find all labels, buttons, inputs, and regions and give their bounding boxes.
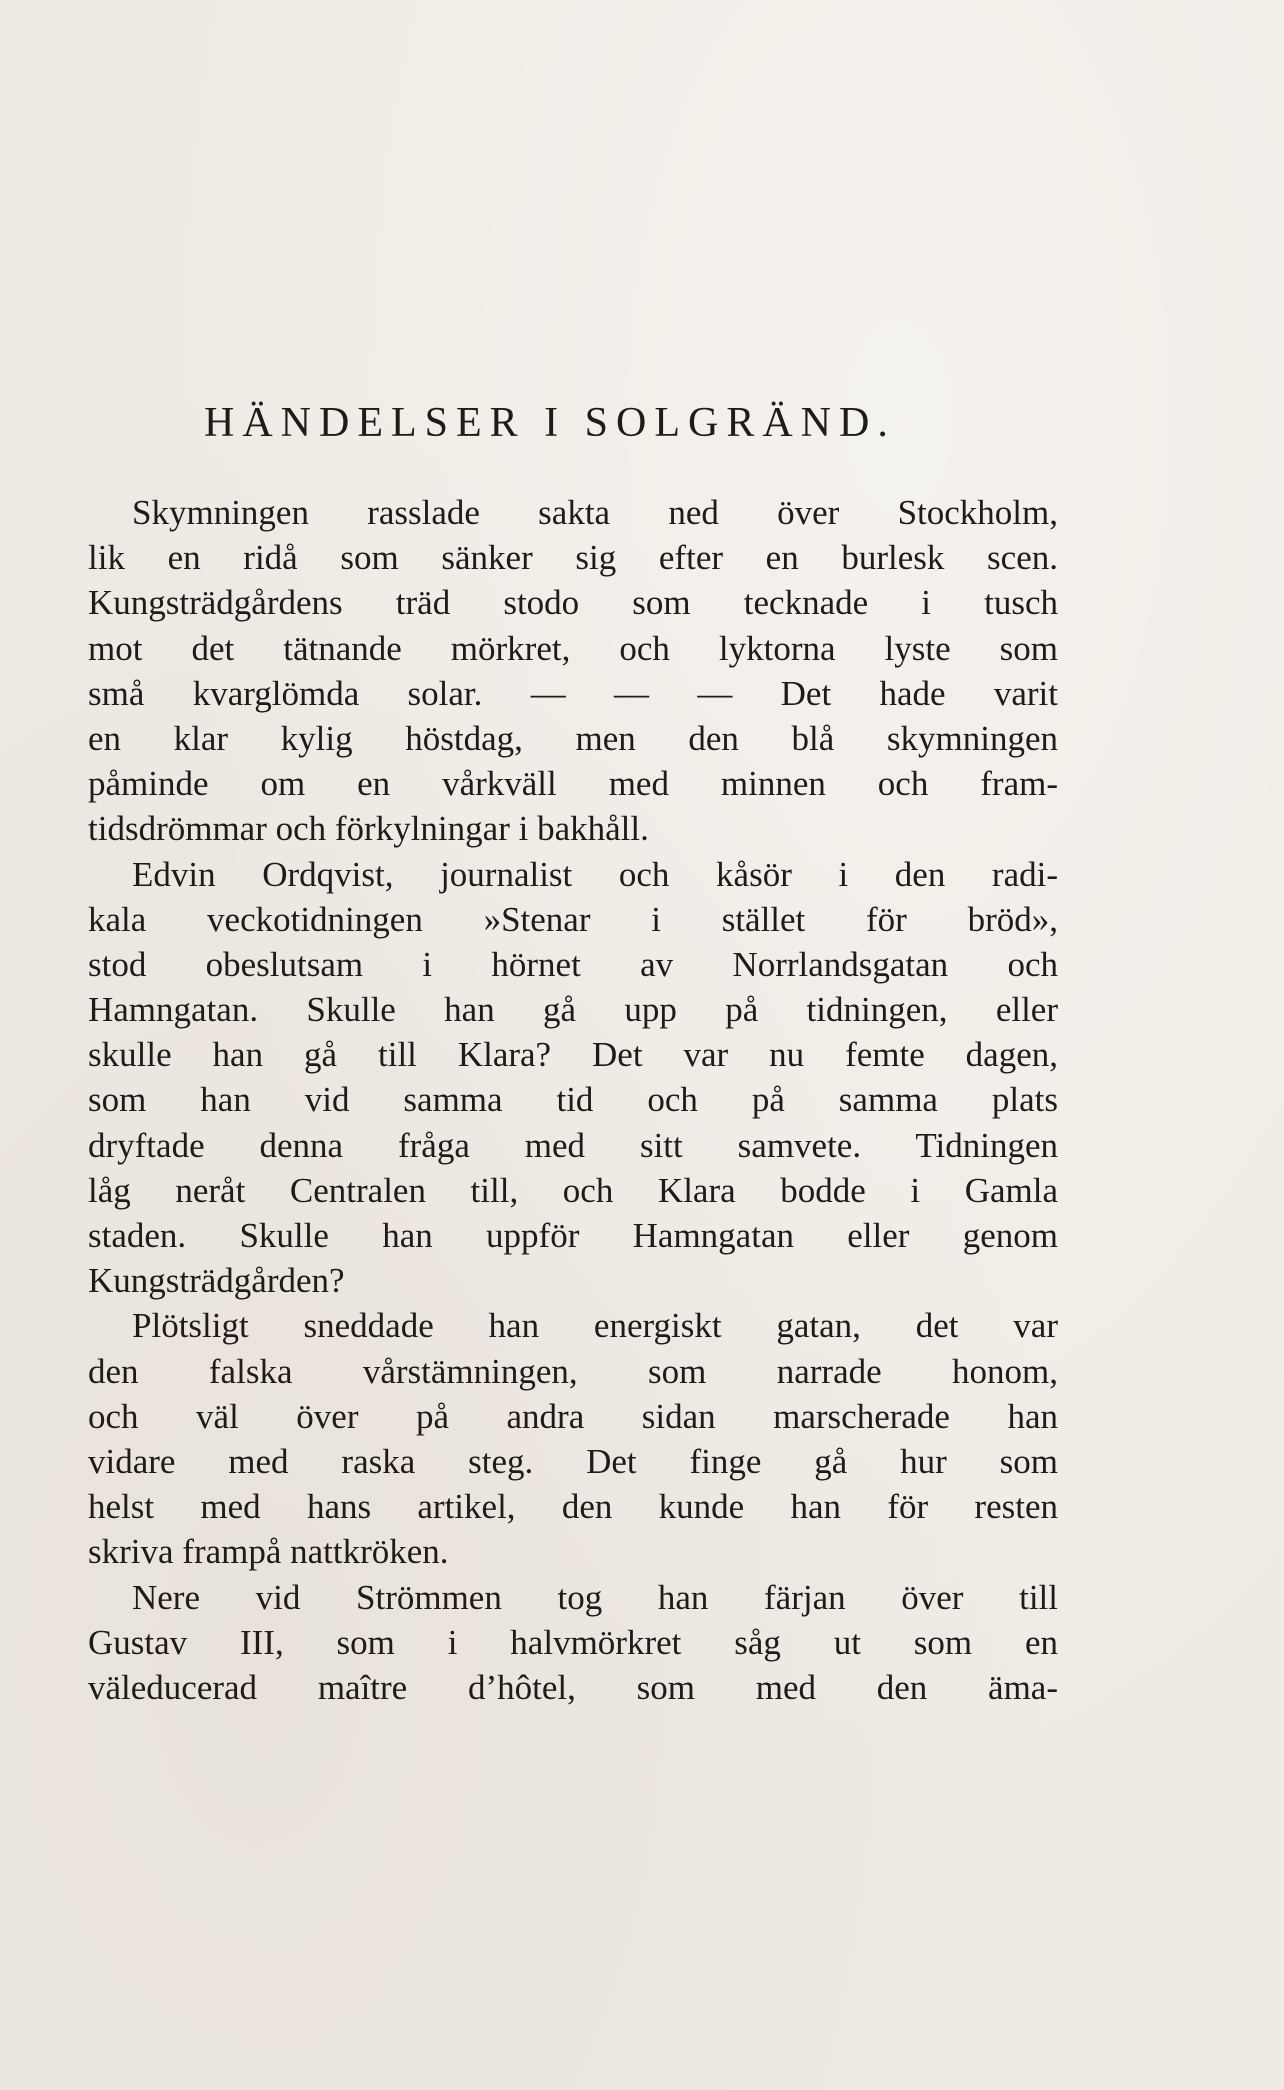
body-text	[88, 490, 1058, 1710]
text-line: en klar kylig höstdag, men den blå skymningen	[88, 718, 1058, 758]
text-line: små kvarglömda solar. — — — Det hade varit	[88, 673, 1058, 713]
text-line: som han vid samma tid och på samma plats	[88, 1080, 1058, 1120]
text-line: dryftade denna fråga med sitt samvete. Tidningen	[88, 1125, 1058, 1165]
text-line: kala veckotidningen »Stenar i stället för bröd»,	[88, 899, 1058, 939]
text-line: Gustav III, som i halvmörkret såg ut som en	[88, 1622, 1058, 1662]
text-line: Edvin Ordqvist, journalist och kåsör i den radi-	[132, 854, 1058, 894]
text-line: Nere vid Strömmen tog han färjan över till	[132, 1577, 1058, 1617]
text-line: stod obeslutsam i hörnet av Norrlandsgatan och	[88, 944, 1058, 984]
text-line: vidare med raska steg. Det finge gå hur som	[88, 1441, 1058, 1481]
text-line: skulle han gå till Klara? Det var nu femte dagen,	[88, 1035, 1058, 1075]
text-line: Hamngatan. Skulle han gå upp på tidningen, eller	[88, 990, 1058, 1030]
text-line: Skymningen rasslade sakta ned över Stockholm,	[132, 493, 1058, 532]
chapter-heading: HÄNDELSER I SOLGRÄND.	[204, 400, 896, 446]
text-line: väleducerad maître d’hôtel, som med den äma-	[88, 1667, 1058, 1707]
text-line: skriva frampå nattkröken.	[88, 1532, 449, 1572]
text-line: Kungsträdgården?	[88, 1261, 345, 1301]
text-line: påminde om en vårkväll med minnen och fram-	[88, 764, 1058, 804]
text-line: och väl över på andra sidan marscherade han	[88, 1396, 1058, 1436]
text-line: låg neråt Centralen till, och Klara bodde i Gamla	[88, 1170, 1058, 1210]
text-line: den falska vårstämningen, som narrade honom,	[88, 1351, 1058, 1391]
text-line: helst med hans artikel, den kunde han för resten	[88, 1487, 1058, 1527]
text-line: tidsdrömmar och förkylningar i bakhåll.	[88, 809, 649, 849]
text-line: Kungsträdgårdens träd stodo som tecknade i tusch	[88, 583, 1058, 623]
text-line: mot det tätnande mörkret, och lyktorna lyste som	[88, 628, 1058, 668]
text-line: Plötsligt sneddade han energiskt gatan, det var	[132, 1306, 1058, 1346]
text-line: lik en ridå som sänker sig efter en burlesk scen.	[88, 538, 1058, 578]
text-line: staden. Skulle han uppför Hamngatan eller genom	[88, 1216, 1058, 1255]
